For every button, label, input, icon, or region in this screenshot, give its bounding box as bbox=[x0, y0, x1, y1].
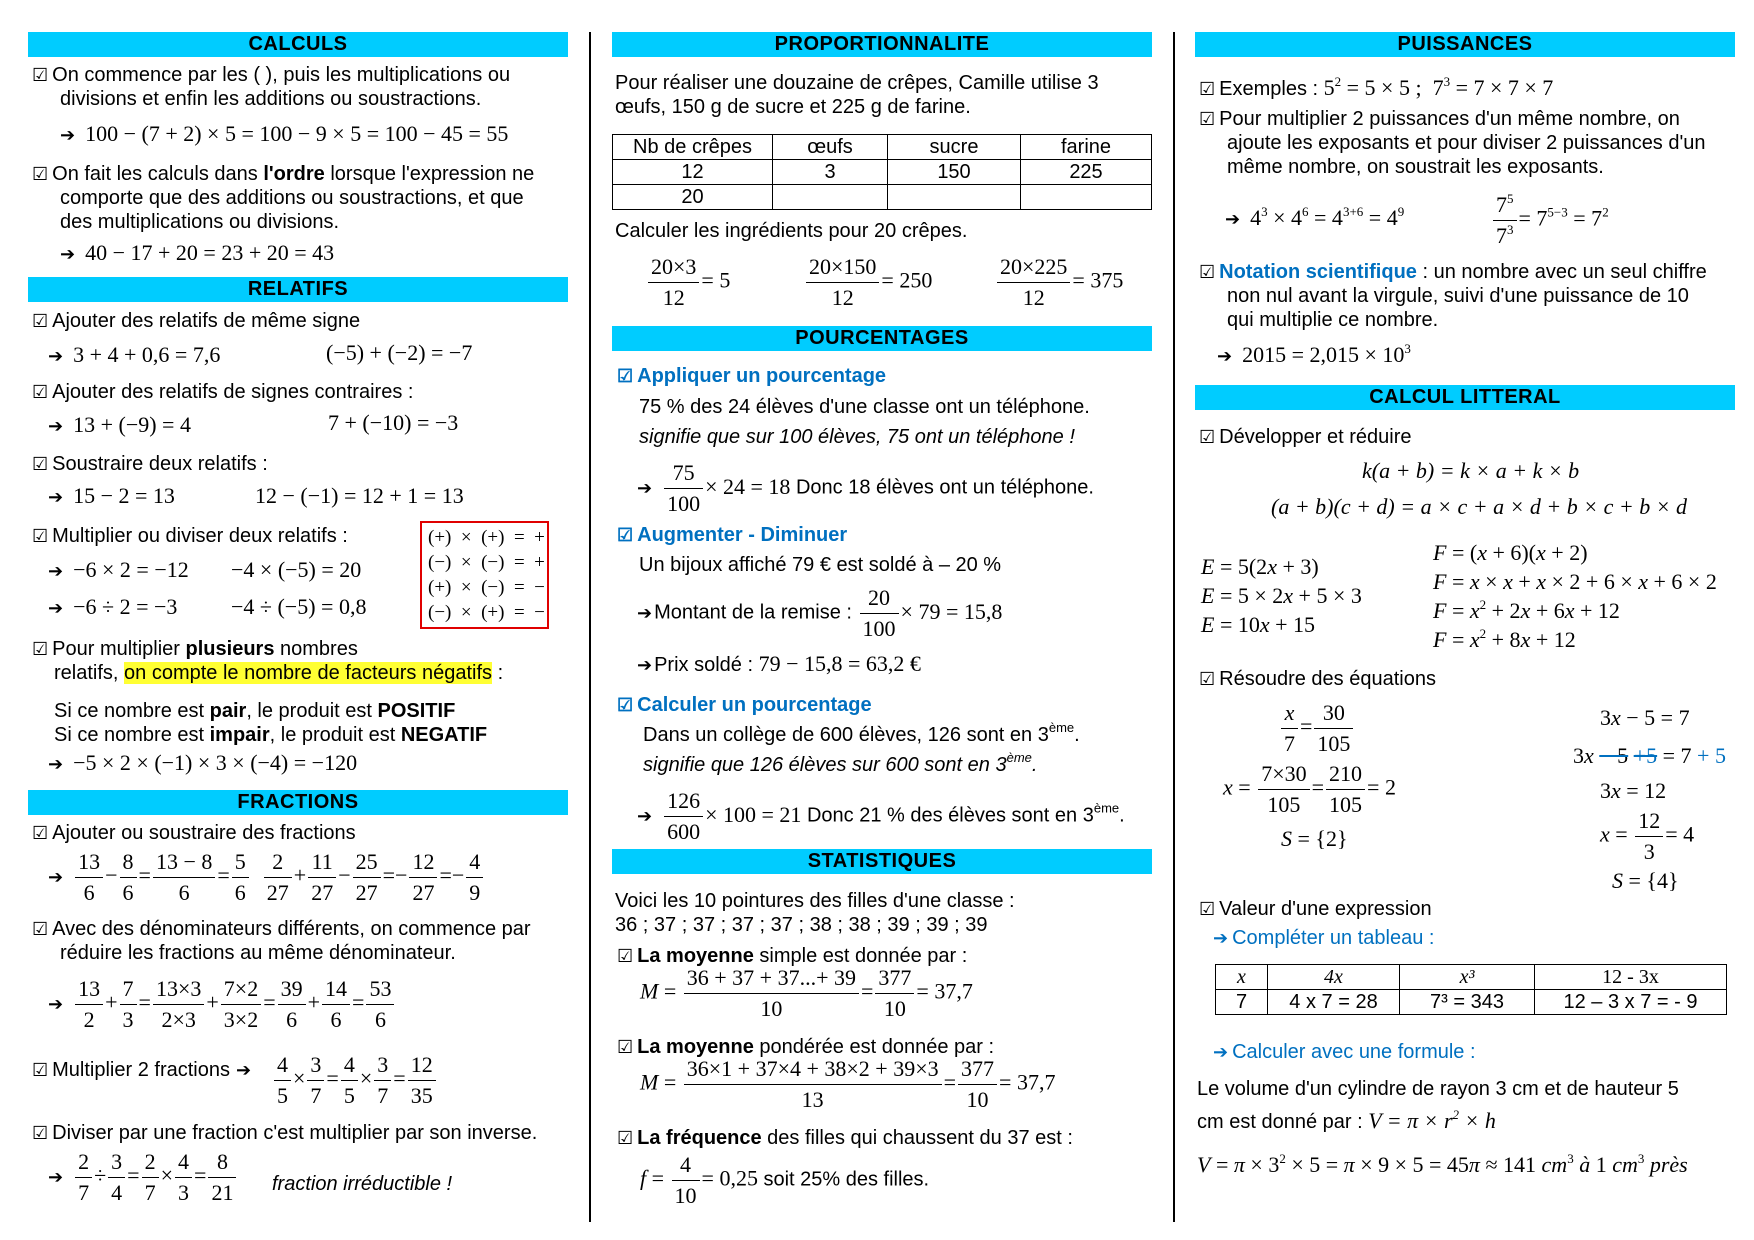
puiss-ns-ex: ➔ $2015 = 2,015 \times 10^3$ bbox=[1217, 341, 1411, 367]
arrow-icon: ➔ bbox=[48, 416, 64, 436]
value-table bbox=[1215, 964, 1727, 1015]
table-cell bbox=[773, 185, 888, 210]
sign-rule: (+) × (−) = − bbox=[428, 577, 545, 598]
calculs-rule2: ☑ On fait les calculs dans l'ordre lorsque l'expression ne bbox=[32, 163, 535, 185]
stats-freq-ex: f = $\frac{4}{10}$ = 0,25 soit 25% des filles. bbox=[640, 1152, 930, 1208]
header-calculs: CALCULS bbox=[28, 32, 568, 57]
sign-rule: (−) × (−) = + bbox=[428, 552, 545, 573]
puiss-ns-cont2: qui multiplie ce nombre. bbox=[1227, 309, 1439, 331]
arrow-icon: ➔ bbox=[48, 866, 64, 887]
puiss-r1-cont2: même nombre, on soustrait les exposants. bbox=[1227, 156, 1604, 178]
fractions-f4: ☑ Diviser par une fraction c'est multiplier par son inverse. bbox=[32, 1122, 538, 1144]
fractions-f2-ex: ➔ $\frac{13}{2}$ + $\frac{7}{3}$ = $\frac{13\times 3}{2\times 3}$ + $\frac{7\times 2}{3\times 2}$ = $\frac{39}{6}$ + $\frac{14}{6}$ = $\frac{53}{6}$ bbox=[48, 974, 396, 1035]
table-cell: 4 x 7 = 28 bbox=[1268, 990, 1400, 1015]
checkbox-icon: ☑ bbox=[1199, 109, 1216, 129]
pct-l5: ➔ Montant de la remise : $\frac{20}{100}$ × 79 = 15,8 bbox=[637, 585, 1003, 641]
relatifs-impair: Si ce nombre est impair, le produit est NEGATIF bbox=[54, 724, 488, 746]
eq2-line3: 3x = 12 bbox=[1600, 778, 1667, 803]
header-puissances: PUISSANCES bbox=[1195, 32, 1735, 57]
column-divider bbox=[1173, 32, 1175, 1222]
table-header: x bbox=[1216, 965, 1268, 990]
relatifs-r2-ex: ➔ 13 + (−9) = 4 bbox=[48, 412, 191, 437]
eq1-solution: S = {2} bbox=[1281, 826, 1348, 851]
arrow-icon: ➔ bbox=[60, 244, 76, 264]
checkbox-icon: ☑ bbox=[617, 366, 634, 386]
arrow-icon: ➔ bbox=[60, 125, 76, 145]
calculs-ex2: ➔ 40 − 17 + 20 = 23 + 20 = 43 bbox=[60, 240, 335, 265]
arrow-icon: ➔ bbox=[1213, 928, 1229, 948]
checkbox-icon: ☑ bbox=[617, 525, 634, 545]
table-cell: 20 bbox=[613, 185, 773, 210]
arrow-icon: ➔ bbox=[48, 993, 64, 1014]
relatifs-r4: ☑ Multiplier ou diviser deux relatifs : bbox=[32, 525, 348, 547]
pct-t1: ☑ Appliquer un pourcentage bbox=[617, 365, 887, 387]
arrow-icon: ➔ bbox=[1213, 1042, 1229, 1062]
checkbox-icon: ☑ bbox=[617, 946, 634, 966]
table-cell bbox=[888, 185, 1021, 210]
header-statistiques: STATISTIQUES bbox=[612, 849, 1152, 874]
highlight: on compte le nombre de facteurs négatifs bbox=[124, 662, 493, 684]
lit-dev-f1: k(a + b) = k × a + k × b bbox=[1362, 458, 1580, 483]
arrow-icon: ➔ bbox=[637, 602, 653, 623]
lit-val: ☑ Valeur d'une expression bbox=[1199, 898, 1432, 920]
calculs-rule2-cont: comporte que des additions ou soustractions, et que bbox=[60, 187, 524, 209]
arrow-icon: ➔ bbox=[637, 805, 653, 826]
prop-intro-cont: œufs, 150 g de sucre et 225 g de farine. bbox=[615, 96, 971, 118]
checkbox-icon: ☑ bbox=[1199, 899, 1216, 919]
lit-vol-ex: $V = \pi \times 3^2 \times 5 = \pi \times 9 \times 5 = 45\pi \approx 141$ $cm^3$ à 1 $cm^3$ près bbox=[1197, 1151, 1688, 1177]
lit-comp: ➔ Compléter un tableau : bbox=[1213, 927, 1435, 949]
table-header: x³ bbox=[1400, 965, 1535, 990]
checkbox-icon: ☑ bbox=[32, 639, 49, 659]
column-left bbox=[28, 0, 568, 1240]
pct-l8: signifie que 126 élèves sur 600 sont en 3ème. bbox=[643, 750, 1038, 776]
column-middle bbox=[612, 0, 1152, 1240]
puiss-r1: ☑ Pour multiplier 2 puissances d'un même nombre, on bbox=[1199, 108, 1680, 130]
relatifs-r4-ex3: ➔ −6 ÷ 2 = −3 bbox=[48, 594, 178, 619]
fractions-f1: ☑ Ajouter ou soustraire des fractions bbox=[32, 822, 356, 844]
checkbox-icon: ☑ bbox=[1199, 79, 1216, 99]
puiss-ns: ☑ Notation scientifique : un nombre avec un seul chiffre bbox=[1199, 261, 1707, 283]
checkbox-icon: ☑ bbox=[1199, 427, 1216, 447]
fractions-f2: ☑ Avec des dénominateurs différents, on commence par bbox=[32, 918, 531, 940]
lit-res: ☑ Résoudre des équations bbox=[1199, 668, 1436, 690]
eq2-line2: 3x − 5 +5 = 7 + 5 bbox=[1573, 743, 1726, 768]
stats-moy2-ex: M = $\frac{36\times 1 + 37\times 4 + 38\times 2 + 39\times 3}{13}$ = $\frac{377}{10}$ = 37,7 bbox=[640, 1056, 1056, 1112]
fractions-f1-ex: ➔ $\frac{13}{6}$ − $\frac{8}{6}$ = $\frac{13 - 8}{6}$ = $\frac{5}{6}$ $\frac{2}{27}$ + $\frac{11}{27}$ − $\frac{25}{27}$ =− $\frac{12}{27}$ =− $\frac{4}{9}$ bbox=[48, 847, 485, 908]
table-cell: 12 – 3 x 7 = - 9 bbox=[1535, 990, 1727, 1015]
arrow-icon: ➔ bbox=[637, 655, 653, 675]
pct-l7: Dans un collège de 600 élèves, 126 sont en 3ème. bbox=[643, 720, 1080, 746]
sign-rules-box bbox=[420, 521, 549, 629]
eq2-solution: S = {4} bbox=[1612, 868, 1679, 893]
table-cell: 7 bbox=[1216, 990, 1268, 1015]
pct-ex1: ➔ $\frac{75}{100}$ × 24 = 18 Donc 18 élèves ont un téléphone. bbox=[637, 460, 1094, 516]
stats-values: 36 ; 37 ; 37 ; 37 ; 37 ; 38 ; 38 ; 39 ; 39 ; 39 bbox=[615, 914, 988, 936]
eq1-line2: x = $\frac{7\times 30}{105}$ = $\frac{210}{105}$ = 2 bbox=[1223, 761, 1396, 817]
lit-vol-cont: cm est donné par : $V = \pi \times r^2 \times h$ bbox=[1197, 1107, 1496, 1133]
header-pourcentages: POURCENTAGES bbox=[612, 326, 1152, 351]
pct-l1: 75 % des 24 élèves d'une classe ont un téléphone. bbox=[639, 396, 1090, 418]
checkbox-icon: ☑ bbox=[32, 919, 49, 939]
lit-form: ➔ Calculer avec une formule : bbox=[1213, 1041, 1476, 1063]
puiss-ex3: $\frac{7^5}{7^3}$ = $7^{5-3} = 7^2$ bbox=[1491, 190, 1609, 251]
stats-moy1: ☑ La moyenne simple est donnée par : bbox=[617, 945, 968, 967]
table-header: farine bbox=[1021, 135, 1152, 160]
relatifs-r5: ☑ Pour multiplier plusieurs nombres bbox=[32, 638, 358, 660]
calculs-ex1: ➔ 100 − (7 + 2) × 5 = 100 − 9 × 5 = 100 − 45 = 55 bbox=[60, 121, 509, 146]
sign-rule: (+) × (+) = + bbox=[428, 527, 545, 548]
table-cell bbox=[1021, 185, 1152, 210]
checkbox-icon: ☑ bbox=[32, 823, 49, 843]
arrow-icon: ➔ bbox=[48, 598, 64, 618]
arrow-icon: ➔ bbox=[48, 754, 64, 774]
sign-rule: (−) × (+) = − bbox=[428, 602, 545, 623]
checkbox-icon: ☑ bbox=[32, 526, 49, 546]
table-header: œufs bbox=[773, 135, 888, 160]
checkbox-icon: ☑ bbox=[617, 1128, 634, 1148]
calculs-rule2-cont2: des multiplications ou divisions. bbox=[60, 211, 340, 233]
pct-l2: signifie que sur 100 élèves, 75 ont un téléphone ! bbox=[639, 426, 1075, 448]
checkbox-icon: ☑ bbox=[32, 454, 49, 474]
stats-intro: Voici les 10 pointures des filles d'une classe : bbox=[615, 890, 1015, 912]
arrow-icon: ➔ bbox=[48, 1166, 64, 1187]
checkbox-icon: ☑ bbox=[32, 382, 49, 402]
arrow-icon: ➔ bbox=[48, 346, 64, 366]
prop-ex3: $\frac{20\times 225}{12}$ = 375 bbox=[995, 252, 1123, 313]
puiss-ex2: ➔ $4^3 \times 4^6 = 4^{3+6} = 4^9$ bbox=[1225, 204, 1405, 230]
fractions-f4-ex: ➔ $\frac{2}{7}$ ÷ $\frac{3}{4}$ = $\frac{2}{7}$ × $\frac{4}{3}$ = $\frac{8}{21}$ bbox=[48, 1147, 238, 1208]
prop-ex2: $\frac{20\times 150}{12}$ = 250 bbox=[804, 252, 932, 313]
checkbox-icon: ☑ bbox=[32, 65, 49, 85]
relatifs-r1-ex: ➔ 3 + 4 + 0,6 = 7,6 bbox=[48, 342, 221, 367]
lit-dev-f: F = (x + 6)(x + 2) F = x × x + x × 2 + 6 × x + 6 × 2 $F = x^2 + 2x + 6x + 12$ $F = x^2 + 8x + 12$ bbox=[1433, 540, 1717, 652]
lit-dev-e: E = 5(2x + 3) E = 5 × 2x + 5 × 3 E = 10x + 15 bbox=[1201, 554, 1362, 637]
header-fractions: FRACTIONS bbox=[28, 790, 568, 815]
table-cell: 225 bbox=[1021, 160, 1152, 185]
fractions-f3-ex: $\frac{4}{5}$ × $\frac{3}{7}$ = $\frac{4}{5}$ × $\frac{3}{7}$ = $\frac{12}{35}$ bbox=[272, 1050, 438, 1111]
relatifs-r4-ex: ➔ −6 × 2 = −12 bbox=[48, 557, 189, 582]
relatifs-r5-ex: ➔ −5 × 2 × (−1) × 3 × (−4) = −120 bbox=[48, 750, 358, 775]
table-header: 12 - 3x bbox=[1535, 965, 1727, 990]
eq2-line4: x = $\frac{12}{3}$ = 4 bbox=[1600, 808, 1695, 864]
prop-intro: Pour réaliser une douzaine de crêpes, Camille utilise 3 bbox=[615, 72, 1099, 94]
pct-t3: ☑ Calculer un pourcentage bbox=[617, 694, 872, 716]
fractions-f3: ☑ Multiplier 2 fractions ➔ bbox=[32, 1059, 252, 1081]
relatifs-r2-ex2: 7 + (−10) = −3 bbox=[328, 410, 459, 435]
puiss-ns-cont: non nul avant la virgule, suivi d'une puissance de 10 bbox=[1227, 285, 1689, 307]
checkbox-icon: ☑ bbox=[617, 1037, 634, 1057]
puiss-r1-cont: ajoute les exposants et pour diviser 2 puissances d'un bbox=[1227, 132, 1706, 154]
table-header: 4x bbox=[1268, 965, 1400, 990]
relatifs-r1: ☑ Ajouter des relatifs de même signe bbox=[32, 310, 361, 332]
table-cell: 12 bbox=[613, 160, 773, 185]
checkbox-icon: ☑ bbox=[32, 164, 49, 184]
arrow-icon: ➔ bbox=[1217, 346, 1233, 366]
arrow-icon: ➔ bbox=[637, 477, 653, 498]
table-header: sucre bbox=[888, 135, 1021, 160]
pct-l4: Un bijoux affiché 79 € est soldé à – 20 % bbox=[639, 554, 1002, 576]
pct-ex3: ➔ $\frac{126}{600}$ × 100 = 21 Donc 21 % des élèves sont en 3ème. bbox=[637, 788, 1125, 844]
lit-vol: Le volume d'un cylindre de rayon 3 cm et de hauteur 5 bbox=[1197, 1078, 1679, 1100]
table-cell: 7³ = 343 bbox=[1400, 990, 1535, 1015]
stats-moy1-ex: M = $\frac{36 + 37 + 37...+ 39}{10}$ = $\frac{377}{10}$ = 37,7 bbox=[640, 965, 973, 1021]
checkbox-icon: ☑ bbox=[32, 1060, 49, 1080]
proportion-table bbox=[612, 134, 1152, 210]
arrow-icon: ➔ bbox=[48, 487, 64, 507]
relatifs-r4-ex4: −4 ÷ (−5) = 0,8 bbox=[231, 594, 367, 619]
checkbox-icon: ☑ bbox=[617, 695, 634, 715]
lit-dev-f2: (a + b)(c + d) = a × c + a × d + b × c + b × d bbox=[1271, 494, 1688, 519]
calculs-rule1-cont: divisions et enfin les additions ou soustractions. bbox=[60, 88, 482, 110]
pct-t2: ☑ Augmenter - Diminuer bbox=[617, 524, 848, 546]
table-header: Nb de crêpes bbox=[613, 135, 773, 160]
relatifs-r4-ex2: −4 × (−5) = 20 bbox=[231, 557, 362, 582]
stats-freq: ☑ La fréquence des filles qui chaussent du 37 est : bbox=[617, 1127, 1073, 1149]
lit-dev: ☑ Développer et réduire bbox=[1199, 426, 1412, 448]
header-proportionnalite: PROPORTIONNALITE bbox=[612, 32, 1152, 57]
arrow-icon: ➔ bbox=[48, 561, 64, 581]
prop-calc: Calculer les ingrédients pour 20 crêpes. bbox=[615, 220, 968, 242]
column-right bbox=[1195, 0, 1735, 1240]
eq1-line1: $\frac{x}{7}$ = $\frac{30}{105}$ bbox=[1279, 698, 1355, 759]
eq2-line1: 3x − 5 = 7 bbox=[1600, 705, 1690, 730]
pct-l6: ➔ Prix soldé : 79 − 15,8 = 63,2 € bbox=[637, 651, 921, 676]
checkbox-icon: ☑ bbox=[1199, 669, 1216, 689]
table-cell: 150 bbox=[888, 160, 1021, 185]
table-cell: 3 bbox=[773, 160, 888, 185]
checkbox-icon: ☑ bbox=[1199, 262, 1216, 282]
column-divider bbox=[589, 32, 591, 1222]
fractions-f2-cont: réduire les fractions au même dénominateur. bbox=[60, 942, 456, 964]
relatifs-r3: ☑ Soustraire deux relatifs : bbox=[32, 453, 268, 475]
checkbox-icon: ☑ bbox=[32, 311, 49, 331]
relatifs-r3-ex: ➔ 15 − 2 = 13 bbox=[48, 483, 175, 508]
calculs-rule1: ☑ On commence par les ( ), puis les multiplications ou bbox=[32, 64, 511, 86]
prop-ex1: $\frac{20\times 3}{12}$ = 5 bbox=[646, 252, 730, 313]
stats-moy2: ☑ La moyenne pondérée est donnée par : bbox=[617, 1036, 995, 1058]
relatifs-r3-ex2: 12 − (−1) = 12 + 1 = 13 bbox=[255, 483, 464, 508]
arrow-icon: ➔ bbox=[1225, 209, 1241, 229]
relatifs-r2: ☑ Ajouter des relatifs de signes contraires : bbox=[32, 381, 414, 403]
puiss-ex: ☑ Exemples : $5^2 = 5 \times 5$ ; $7^3 = 7 \times 7 \times 7$ bbox=[1199, 74, 1554, 100]
relatifs-r1-ex2: (−5) + (−2) = −7 bbox=[326, 340, 473, 365]
arrow-icon: ➔ bbox=[235, 1060, 252, 1080]
relatifs-r5-cont: relatifs, on compte le nombre de facteurs négatifs : bbox=[54, 662, 504, 684]
fractions-irreductible: fraction irréductible ! bbox=[272, 1173, 453, 1195]
relatifs-pair: Si ce nombre est pair, le produit est POSITIF bbox=[54, 700, 456, 722]
checkbox-icon: ☑ bbox=[32, 1123, 49, 1143]
header-relatifs: RELATIFS bbox=[28, 277, 568, 302]
header-calcul-litteral: CALCUL LITTERAL bbox=[1195, 385, 1735, 410]
